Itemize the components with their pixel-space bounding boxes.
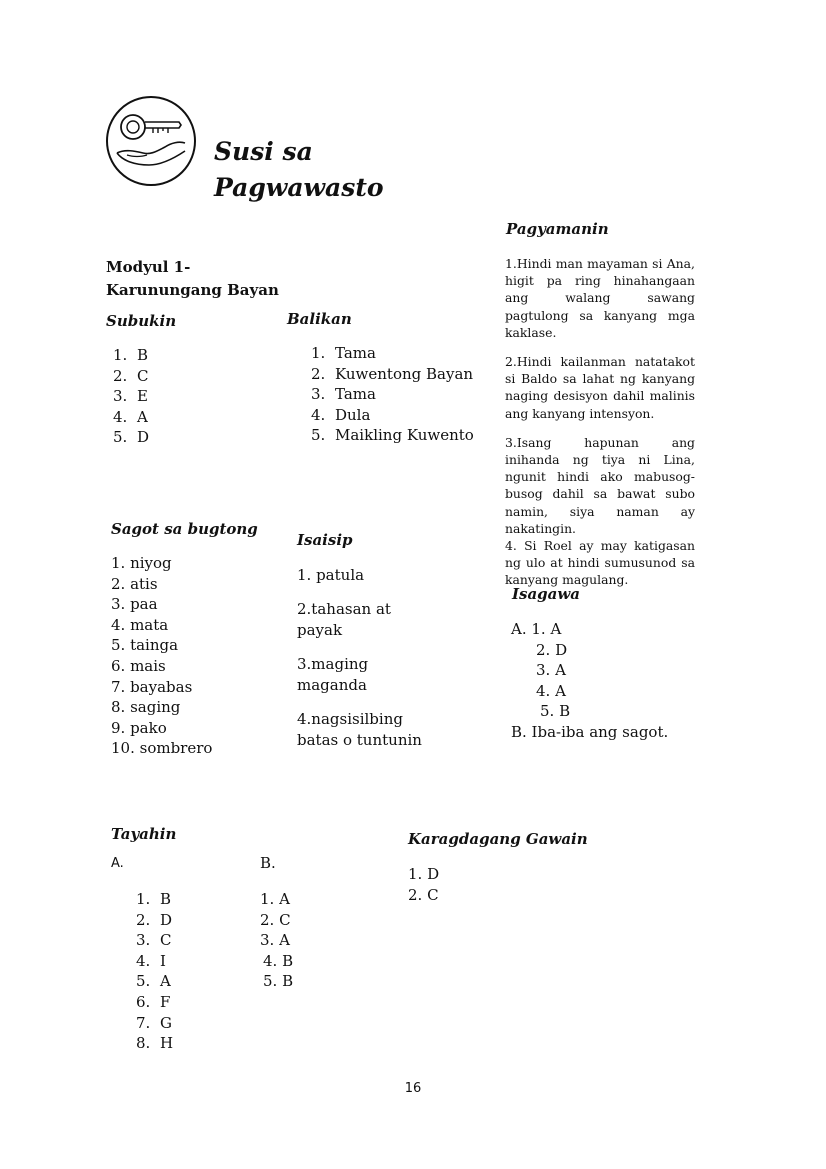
page-number: 16 [404, 1081, 422, 1096]
module-line-2: Karunungang Bayan [106, 281, 279, 299]
list-item: 1. B [113, 346, 149, 364]
key-hand-logo-icon [105, 95, 197, 187]
isaisip-answer-4a: 4.nagsisilbing [297, 710, 403, 728]
bugtong-list [111, 553, 212, 759]
list-item: 2. C [408, 885, 439, 904]
list-item: 1. B [136, 890, 172, 908]
list-item: 3. A [260, 931, 290, 950]
subukin-list [113, 345, 149, 448]
list-item: 3. paa [111, 595, 158, 614]
list-item: 3. Tama [311, 385, 376, 404]
isagawa-a4: 4. A [536, 681, 566, 700]
list-item: 4. B [263, 951, 294, 970]
list-item: 2. atis [111, 574, 158, 593]
isaisip-answer-2a: 2.tahasan at [297, 600, 391, 618]
list-item: 5. tainga [111, 636, 179, 655]
list-item: 3. E [113, 387, 148, 406]
list-item: 10. sombrero [111, 739, 213, 758]
pagyamanin-answers [505, 255, 695, 589]
list-item: 5. Maikling Kuwento [311, 426, 474, 445]
pagyamanin-answer-2: 2.Hindi kailanman natatakot si Baldo sa lahat ng kanyang naging desisyon dahil malinis ang kanyang intensyon. [505, 354, 695, 421]
isaisip-answer-4b: batas o tuntunin [297, 731, 422, 749]
isagawa-a2: 2. D [536, 640, 568, 659]
list-item: 2. D [136, 910, 173, 929]
karagdagang-heading: Karagdagang Gawain [408, 830, 588, 848]
list-item: 2. C [113, 366, 149, 385]
list-item: 4. Dula [311, 405, 371, 424]
list-item: 1. A [260, 890, 290, 908]
pagyamanin-answer-1: 1.Hindi man mayaman si Ana, higit pa ring hinahangaan ang walang sawang pagtulong sa kanyang mga kaklase. [505, 256, 695, 340]
list-item: 1. Tama [311, 344, 376, 362]
isaisip-answer-3a: 3.maging [297, 655, 369, 673]
list-item: 5. B [263, 972, 294, 991]
isaisip-answer-1: 1. patula [297, 566, 365, 584]
page-title [214, 134, 384, 206]
tayahin-heading: Tayahin [111, 825, 177, 843]
isaisip-answer-3b: maganda [297, 676, 367, 694]
list-item: 1. niyog [111, 554, 172, 572]
isagawa-b: B. Iba-iba ang sagot. [511, 722, 669, 741]
list-item: 4. mata [111, 615, 169, 634]
list-item: 6. mais [111, 656, 166, 675]
subukin-heading: Subukin [106, 312, 177, 330]
list-item: 3. C [136, 931, 172, 950]
bugtong-heading: Sagot sa bugtong [111, 520, 258, 538]
title-line-1: Susi sa [214, 137, 313, 166]
list-item: 2. Kuwentong Bayan [311, 364, 474, 383]
list-item: 9. pako [111, 718, 167, 737]
list-item: 6. F [136, 992, 171, 1011]
tayahin-b-label: B. [260, 854, 276, 872]
list-item: 8. saging [111, 698, 181, 717]
isagawa-heading: Isagawa [512, 585, 581, 603]
pagyamanin-heading: Pagyamanin [506, 220, 609, 238]
tayahin-a-list [136, 889, 173, 1054]
isagawa-a5: 5. B [540, 702, 571, 721]
tayahin-a-label: A. [111, 856, 124, 871]
tayahin-b-list [260, 889, 293, 992]
list-item: 4. A [113, 407, 148, 426]
isaisip-answers [297, 565, 422, 751]
balikan-heading: Balikan [287, 310, 352, 328]
list-item: 5. A [136, 972, 171, 991]
isagawa-a1: A. 1. A [511, 620, 562, 638]
isaisip-heading: Isaisip [297, 531, 353, 549]
isagawa-answers [511, 619, 668, 743]
list-item: 7. G [136, 1013, 172, 1032]
balikan-list [311, 343, 474, 446]
pagyamanin-answer-4: 4. Si Roel ay may katigasan ng ulo at hindi sumusunod sa kanyang magulang. [505, 538, 695, 588]
module-line-1: Modyul 1- [106, 258, 191, 276]
module-heading [106, 256, 279, 302]
list-item: 8. H [136, 1034, 174, 1053]
isaisip-answer-2b: payak [297, 621, 343, 639]
isagawa-a3: 3. A [536, 661, 566, 680]
list-item: 4. I [136, 951, 166, 970]
list-item: 7. bayabas [111, 677, 193, 696]
pagyamanin-answer-3: 3.Isang hapunan ang inihanda ng tiya ni Lina, ngunit hindi ako mabusog-busog dahil sa bawat subo namin, siya naman ay nakatingin. [505, 434, 695, 536]
karagdagang-list [408, 864, 439, 905]
title-line-2: Pagwawasto [214, 173, 384, 202]
list-item: 2. C [260, 910, 291, 929]
list-item: 1. D [408, 865, 440, 883]
list-item: 5. D [113, 428, 150, 447]
